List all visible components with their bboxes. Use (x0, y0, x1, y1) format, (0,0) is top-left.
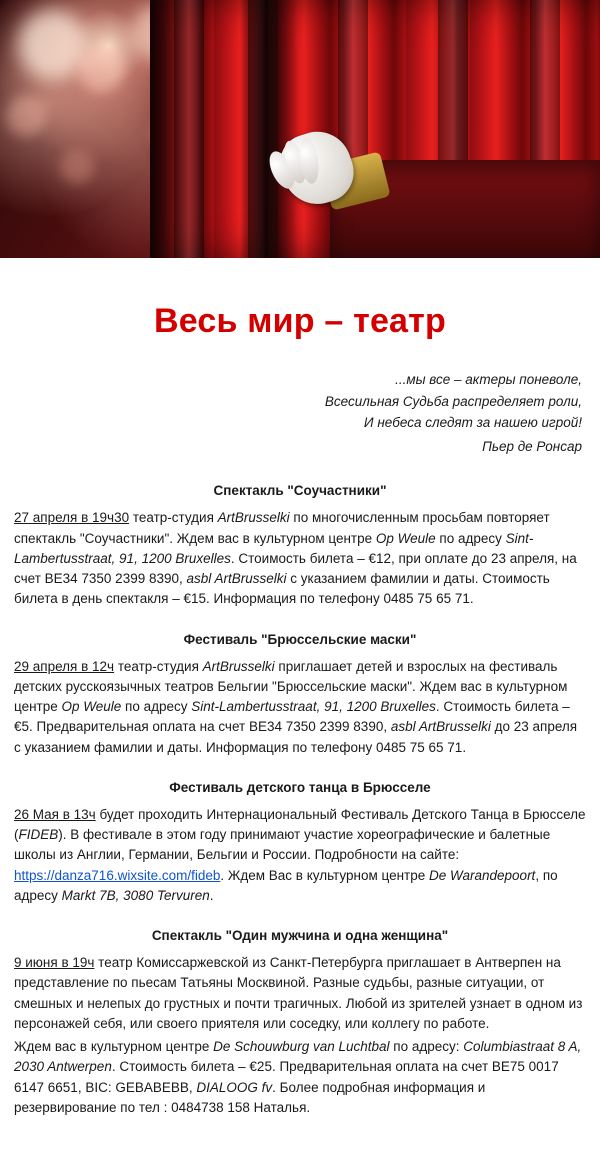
text-run: Ждем вас в культурном центре (14, 1039, 214, 1055)
emphasis-text: Markt 7B, 3080 Tervuren (61, 887, 210, 903)
event-section (14, 483, 586, 609)
text-run: театр-студия (114, 658, 203, 674)
event-date: 9 июня в 19ч (14, 955, 95, 971)
event-section (14, 780, 586, 906)
text-run: по адресу: (389, 1039, 464, 1055)
text-run: приглашает детей и взрослых на фестиваль детских русскоязычных театров Бельгии "Брюссельские маски". Ждем вас в культурном центре (14, 658, 568, 715)
emphasis-text: Sint-Lambertusstraat, 91, 1200 Bruxelles (191, 699, 436, 715)
hero-image-theatre-curtain (0, 0, 600, 258)
text-run: по многочисленным просьбам повторяет спектакль "Соучастники". Ждем вас в культурном центре (14, 510, 550, 546)
text-run: . Ждем Вас в культурном центре (220, 867, 429, 883)
emphasis-text: asbl ArtBrusselki (390, 719, 491, 735)
text-run: с указанием фамилии и даты. Стоимость билета в день спектакля – €15. Информация по телефону 0485 75 65 71. (14, 571, 550, 607)
event-title: Фестиваль детского танца в Брюсселе (169, 779, 431, 795)
event-date: 26 Мая в 13ч (14, 806, 96, 822)
epigraph-line-2: Всесильная Судьба распределяет роли, (324, 393, 582, 409)
emphasis-text: FIDEB (18, 827, 59, 843)
event-title: Спектакль "Один мужчина и одна женщина" (151, 928, 449, 944)
epigraph-author: Пьер де Ронсар (482, 438, 582, 454)
emphasis-text: De Warandepoort (429, 867, 536, 883)
emphasis-text: ArtBrusselki (202, 658, 275, 674)
emphasis-text: Sint-Lambertusstraat, 91, 1200 Bruxelles (14, 530, 534, 566)
text-run: театр Комиссаржевской из Санкт-Петербурга приглашает в Антверпен на представление по пьесам Татьяны Москвиной. Разные судьбы, разные ситуации, от смешных и нелепых до грустных и почти трагичных. Любой из зрителей узнает в одном из персонажей себя, или своего приятеля или соседку, или коллегу по работе. (14, 955, 583, 1031)
emphasis-text: Op Weule (61, 699, 122, 715)
text-run: . Стоимость билета – €25. Предварительная оплата на счет ВЕ75 0017 6147 6651, BIC: GEBABEBB, (14, 1059, 559, 1095)
text-run: . Более подробная информация и резервирование по тел : 0484738 158 Наталья. (14, 1079, 486, 1115)
event-paragraph (14, 1037, 586, 1118)
curtain-gap (240, 0, 298, 258)
emphasis-text: ArtBrusselki (217, 510, 290, 526)
text-run: до 23 апреля с указанием фамилии и даты. Информация по телефону 0485 75 65 71. (14, 719, 578, 755)
text-run: . (209, 887, 214, 903)
event-date: 27 апреля в 19ч30 (14, 510, 130, 526)
event-paragraph (14, 657, 586, 758)
event-title: Фестиваль "Брюссельские маски" (183, 631, 417, 647)
text-run: . Стоимость билета – €12, при оплате до 23 апреля, на счет ВЕ34 7350 2399 8390, (14, 550, 577, 587)
emphasis-text: Op Weule (375, 530, 436, 546)
event-paragraph (14, 953, 586, 1034)
page-title: Весь мир – театр (154, 302, 446, 340)
curtain-edge-shadow (150, 0, 196, 258)
text-run: театр-студия (129, 510, 218, 526)
text-run: по адресу (121, 699, 192, 715)
emphasis-text: asbl ArtBrusselki (186, 571, 287, 587)
event-title: Спектакль "Соучастники" (213, 483, 387, 499)
event-section (14, 928, 586, 1118)
event-paragraph (14, 508, 586, 609)
epigraph-line-3: И небеса следят за нашею игрой! (363, 415, 582, 431)
text-run: , по адресу (14, 867, 558, 903)
emphasis-text: Columbiastraat 8 A, 2030 Antwerpen (14, 1039, 582, 1075)
text-run: по адресу (435, 530, 506, 546)
sections-list (14, 483, 586, 1118)
event-date: 29 апреля в 12ч (14, 658, 115, 674)
text-run: будет проходить Интернациональный Фестиваль Детского Танца в Брюсселе ( (14, 806, 586, 843)
text-run: ). В фестивале в этом году принимают участие хореографические и балетные школы из Англии, Германии, Бельгии и России. Подробности на сайте: (14, 827, 551, 863)
epigraph (14, 369, 582, 457)
emphasis-text: DIALOOG fv (196, 1079, 273, 1095)
epigraph-line-1: ...мы все – актеры поневоле, (395, 372, 582, 387)
event-paragraph (14, 805, 586, 906)
text-run: . Стоимость билета – €5. Предварительная оплата на счет ВЕ34 7350 2399 8390, (14, 699, 570, 735)
emphasis-text: De Schouwburg van Luchtbal (213, 1039, 390, 1055)
article-content (0, 302, 600, 1156)
event-section (14, 632, 586, 758)
external-link[interactable]: https://danza716.wixsite.com/fideb (14, 867, 221, 883)
